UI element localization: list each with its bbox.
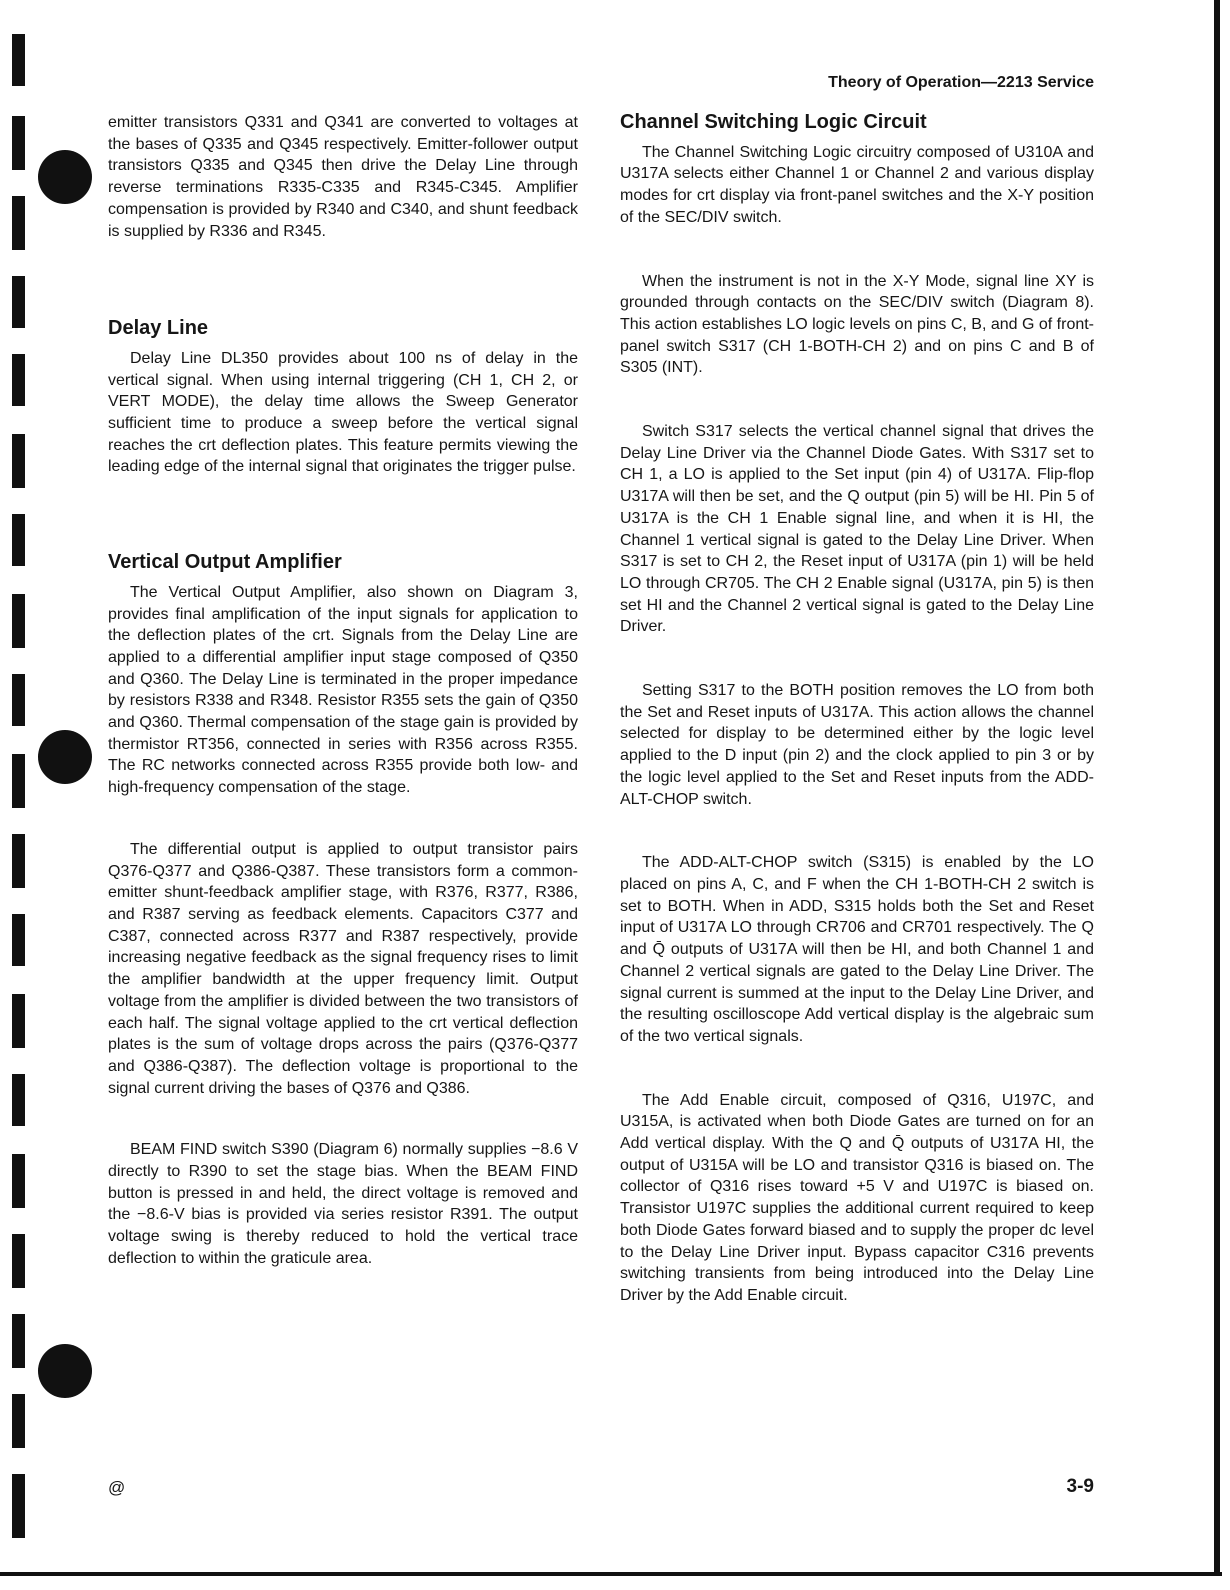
binding-mark [12,1154,25,1208]
paragraph: The Vertical Output Amplifier, also shown on Diagram 3, provides final amplification of the input signals for application to the deflection plates of the crt. Signals from the Delay Line are applied to a differential amplifier input stage composed of Q350 and Q360. The Delay Line is terminated in the proper impedance by resistors R338 and R348. Resistor R355 sets the gain of Q350 and Q360. Thermal compensation of the stage gain is provided by thermistor RT356, connected in series with R356 across R355. The RC networks connected across R355 provide both low- and high-frequency compensation of the stage. [108,583,578,797]
section-heading-vertical-output-amplifier: Vertical Output Amplifier [108,551,342,574]
section-heading-delay-line: Delay Line [108,317,209,340]
binding-mark [12,514,25,566]
binding-mark [12,276,25,328]
binding-mark [12,196,25,250]
running-header: Theory of Operation—2213 Service [828,74,1094,91]
paragraph: The ADD-ALT-CHOP switch (S315) is enabled by the LO placed on pins A, C, and F when the CH 1-BOTH-CH 2 switch is set to BOTH. When in ADD, S315 holds both the Set and Reset input of U317A LO through CR706 and CR701 respectively. The Q and Q̄ outputs of U317A will then be HI, and both Channel 1 and Channel 2 vertical signals are gated to the Delay Line Driver. The signal current is summed at the input to the Delay Line Driver, and the resulting oscilloscope Add vertical display is the algebraic sum of the two vertical signals. [620,854,1094,1045]
binding-mark [12,914,25,966]
binding-mark [12,1074,25,1126]
binding-mark [12,1234,25,1288]
binding-mark [12,434,25,488]
binding-mark [12,1394,25,1448]
binding-mark [12,354,25,406]
binding-mark [12,116,25,170]
paragraph: Switch S317 selects the vertical channel signal that drives the Delay Line Driver via the Channel Diode Gates. With S317 set to CH 1, a LO is applied to the Set input (pin 4) of U317A. Flip-flop U317A will then be set, and the Q output (pin 5) will be HI. Pin 5 of U317A is the CH 1 Enable signal line, and when it is HI, the Channel 1 vertical signal is gated to the Delay Line Driver. When S317 is set to CH 2, the Reset input of U317A (pin 1) will be held LO through CR705. The CH 2 Enable signal (U317A, pin 5) is then set HI and the Channel 2 vertical signal is gated to the Delay Line Driver. [620,423,1094,636]
punch-hole [38,730,92,784]
binding-mark [12,674,25,726]
punch-hole [38,150,92,204]
punch-hole [38,1344,92,1398]
page-edge-bottom-rule [0,1572,1222,1576]
paragraph: The differential output is applied to output transistor pairs Q376-Q377 and Q386-Q387. These transistors form a common-emitter shunt-feedback amplifier stage, with R376, R377, R386, and R387 serving as feedback elements. Capacitors C377 and C387, connected across R377 and R387 respectively, provide increasing negative feedback as the signal frequency rises to limit the amplifier bandwidth at the upper frequency limit. Output voltage from the amplifier is divided between the two transistors of each half. The signal voltage applied to the crt vertical deflection plates is the sum of voltage drops across the pairs (Q376-Q377 and Q386-Q387). The deflection voltage is proportional to the signal current driving the bases of Q376 and Q386. [108,840,578,1097]
paragraph: When the instrument is not in the X-Y Mode, signal line XY is grounded through contacts on the SEC/DIV switch (Diagram 8). This action establishes LO logic levels on pins C, B, and G of front-panel switch S317 (CH 1-BOTH-CH 2) and on pins C and B of S305 (INT). [620,272,1095,377]
page-edge-right-rule [1214,0,1220,1574]
binding-mark [12,594,25,648]
right-column [620,112,1094,1307]
binding-mark [12,994,25,1048]
paragraph: The Channel Switching Logic circuitry composed of U310A and U317A selects either Channel 1 or Channel 2 and various display modes for crt display via front-panel switches and the X-Y position of the SEC/DIV switch. [620,143,1094,226]
left-column [108,112,578,1270]
binding-mark [12,1314,25,1368]
binding-mark [12,754,25,808]
paragraph: Setting S317 to the BOTH position removes the LO from both the Set and Reset inputs of U317A. This action allows the channel selected for display to be determined either by the logic level applied to the D input (pin 2) and the clock applied to pin 3 or by the logic level applied to the Set and Reset inputs from the ADD-ALT-CHOP switch. [620,682,1094,808]
page-number: 3-9 [1066,1476,1094,1497]
paragraph: Delay Line DL350 provides about 100 ns of delay in the vertical signal. When using internal triggering (CH 1, CH 2, or VERT MODE), the delay time allows the Sweep Generator sufficient time to produce a sweep before the vertical signal reaches the crt deflection plates. This feature permits viewing the leading edge of the internal signal that originates the trigger pulse. [108,349,578,476]
binding-mark [12,1474,25,1538]
paragraph: BEAM FIND switch S390 (Diagram 6) normally supplies −8.6 V directly to R390 to set the stage bias. When the BEAM FIND button is pressed in and held, the direct voltage is removed and the −8.6-V bias is provided via series resistor R391. The output voltage swing is thereby reduced to hold the vertical trace deflection to within the graticule area. [108,1141,578,1267]
paragraph: emitter transistors Q331 and Q341 are converted to voltages at the bases of Q335 and Q345 respectively. Emitter-follower output transistors Q335 and Q345 then drive the Delay Line through reverse terminations R335-C335 and R345-C345. Amplifier compensation is provided by R340 and C340, and shunt feedback is supplied by R336 and R345. [108,114,578,240]
binding-mark [12,834,25,888]
binding-mark [12,34,25,86]
section-heading-channel-switching-logic: Channel Switching Logic Circuit [620,111,927,133]
footer-copyright-mark: @ [108,1478,126,1497]
paragraph: The Add Enable circuit, composed of Q316, U197C, and U315A, is activated when both Diode Gates are turned on for an Add vertical display. With the Q and Q̄ outputs of U317A HI, the output of U315A will be LO and transistor Q316 is biased on. The collector of Q316 rises toward +5 V and U197C is biased on. Transistor U197C supplies the additional current required to keep both Diode Gates forward biased and to supply the proper dc level to the Delay Line Driver input. Bypass capacitor C316 prevents switching transients from being introduced into the Delay Line Driver by the Add Enable circuit. [620,1091,1094,1304]
